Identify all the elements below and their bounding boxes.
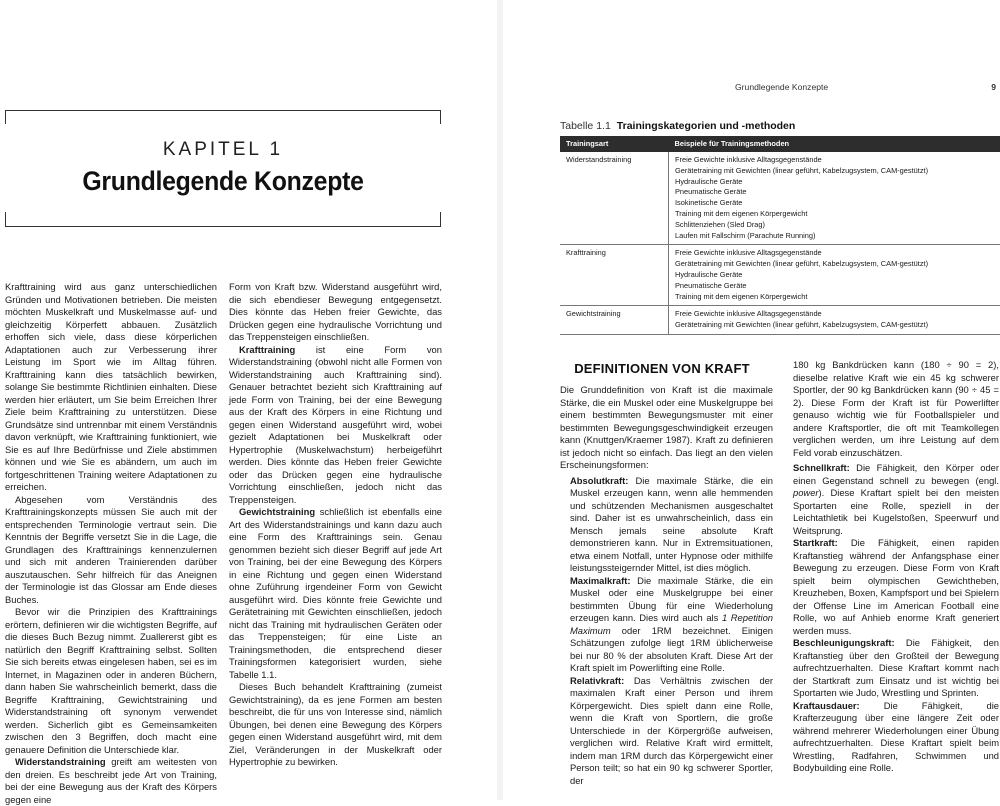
table-cell-type: Widerstandstraining [560, 152, 669, 245]
definition-relativkraft: Relativkraft: Das Verhältnis zwischen der maximalen Kraft einer Person und ihrem Körpergewicht. Dies spielt dann eine Rolle, wenn die Kraft von Sportlern, die große Unterschiede in der Körpergröße aufweisen, verglichen wird. Relative Kraft wird ermittelt, indem man 1RM durch das Körpergewicht einer Person teilt; so hat ein 90 kg schwerer Sportler, der [560, 675, 773, 788]
paragraph-widerstandstraining: Widerstandstraining greift am weitesten von den dreien. Es beschreibt jede Art von Training, bei der eine Bewegung aus der Kraft des Körpers gegen eine [5, 756, 217, 806]
page-number: 9 [991, 82, 996, 92]
paragraph-gewichtstraining: Gewichtstraining schließlich ist ebenfalls eine Art des Widerstandstrainings und kann dazu auch eine Form des Krafttrainings sein. Genau genommen bezieht sich dieser Begriff auf jede Art von Training, bei der eine Bewegung des Körpers in eine Richtung und gegen einen Widerstand ohne Zuführung irgendeiner Form von Gewicht ausgeführt wird. Dies könnte freie Gewichte und Gerätetraining mit Gewichten einschließen, jedoch nicht das Training mit hydraulischen Geräten oder das Treppensteigen; für eine Liste an Trainingsmethoden, die entsprechend dieser Trainingsformen kategorisiert wurden, siehe Tabelle 1.1. [229, 506, 442, 681]
chapter-title: Grundlegende Konzepte [18, 166, 428, 197]
table-cell-examples: Freie Gewichte inklusive Alltagsgegenstände Gerätetraining mit Gewichten (linear geführt, Kabelzugsystem, CAM-gestützt) Hydraulische Geräte Pneumatische Geräte Training mit dem eigenen Körpergewicht [669, 245, 1000, 306]
chapter-frame-bottom-left [5, 212, 6, 226]
table-header-type: Trainingsart [560, 136, 669, 152]
definitions-heading: DEFINITIONEN VON KRAFT [560, 361, 764, 376]
table-cell-examples: Freie Gewichte inklusive Alltagsgegenstände Gerätetraining mit Gewichten (linear geführt, Kabelzugsystem, CAM-gestützt) Hydraulische Geräte Pneumatische Geräte Isokinetische Geräte Training mit dem eigenen Körpergewicht Schlittenziehen (Sled Drag) Laufen mit Fallschirm (Parachute Running) [669, 152, 1000, 245]
paragraph-continuation: Form von Kraft bzw. Widerstand ausgeführt wird, die sich ebendieser Bewegung entgegensetzt. Dies könnte das Heben freier Gewichte, das Drücken gegen eine hydraulische Vorrichtung und das Treppensteigen einschließen. [229, 281, 442, 344]
paragraph-intro: Krafttraining wird aus ganz unterschiedlichen Gründen und Motivationen betrieben. Die meisten möchten Muskelkraft und Muskelmasse auf- und gleichzeitig Körperfett abbauen. Zusätzlich erhoffen sich viele, dass diese körperlichen Adaptationen auch zur Verbesserung ihrer Leistung im Sport wie im Alltag führen. Krafttraining kann dies tatsächlich bewirken, solange Sie bestimmte Richtlinien einhalten. Diese werden hier erläutert, um Sie beim Erreichen Ihrer Ziele beim Krafttraining zu unterstützen. Diese Grundsätze sind untrennbar mit einem Verständnis davon verknüpft, wie Krafttraining funktioniert, wie Sie es auf Ihre Bedürfnisse und Ziele abstimmen können und wie Sie es abändern, um auch im fortgeschrittenen Training weitere Adaptationen zu erreichen. [5, 281, 217, 494]
right-column-1 [560, 384, 773, 787]
chapter-frame-top-right [440, 110, 441, 124]
left-page [0, 0, 497, 800]
table-caption [560, 120, 795, 132]
right-column-2 [783, 359, 999, 775]
table-cell-type: Gewichtstraining [560, 306, 669, 335]
chapter-frame-bottom-rule [5, 226, 441, 227]
term-widerstandstraining: Widerstandstraining [15, 756, 106, 767]
table-caption-label: Tabelle 1.1 [560, 120, 611, 132]
table-row [560, 152, 1000, 245]
left-column-2 [229, 281, 442, 769]
paragraph-definitions: Bevor wir die Prinzipien des Krafttrainings erörtern, definieren wir die wichtigsten Begriffe, auf die dieses Buch Bezug nimmt. Zuallererst gibt es natürlich den Begriff Krafttraining selbst. Sollten Sie sich bereits etwas eingelesen haben, sei es im Internet, in Magazinen oder in anderen Büchern, dann haben Sie wahrscheinlich bemerkt, dass die Begriffe Krafttraining, Gewichtstraining und Widerstandstraining oft synonym verwendet werden. Sicherlich gibt es Gemeinsamkeiten zwischen den 3 Begriffen, doch macht eine genauere Definition die Unterschiede klar. [5, 606, 217, 756]
definition-maximalkraft: Maximalkraft: Die maximale Stärke, die ein Muskel oder eine Muskelgruppe bei einer bestimmten Übung für eine Wiederholung erzeugen kann. Dies wird auch als 1 Repetition Maximum oder 1RM bezeichnet. Einigen Schätzungen zufolge liegt 1RM üblicherweise bei nur 80 % der absoluten Kraft. Diese Art der Kraft spielt im Powerlifting eine Rolle. [560, 575, 773, 675]
term-gewichtstraining: Gewichtstraining [239, 506, 315, 517]
left-column-1 [5, 281, 217, 806]
chapter-frame-top-left [5, 110, 6, 124]
definition-relativkraft-continuation: 180 kg Bankdrücken kann (180 ÷ 90 = 2), dieselbe relative Kraft wie ein 45 kg schwerer Sportler, der 90 kg Bankdrücken kann (90 ÷ 45 = 2). Diese Form der Kraft ist für Powerlifter genauso wichtig wie für Footballspieler und andere Kraftsportler, die oft mit Teamkollegen verglichen werden, um ihre Leistung auf dem Feld vorab einzuschätzen. [793, 359, 999, 459]
definition-beschleunigungskraft: Beschleunigungskraft: Die Fähigkeit, den Kraftanstieg über den Großteil der Bewegung aufrechtzuerhalten. Diese Kraftart kommt nach der Startkraft zum Einsatz und ist wichtig bei Sportarten wie Judo, Wrestling und Sprinten. [783, 637, 999, 700]
table-cell-examples: Freie Gewichte inklusive Alltagsgegenstände Gerätetraining mit Gewichten (linear geführt, Kabelzugsystem, CAM-gestützt) [669, 306, 1000, 335]
paragraph-book-scope: Dieses Buch behandelt Krafttraining (zumeist Gewichtstraining), da es jene Formen am besten beschreibt, die für uns von Interesse sind, nämlich Übungen, bei denen eine Bewegung des Körpers gegen einen Widerstand ausgeführt wird, mit dem Ziel, Veränderungen in der Muskelkraft oder Hypertrophie zu bewirken. [229, 681, 442, 769]
table-caption-title: Trainingskategorien und -methoden [617, 120, 796, 132]
definition-absolutkraft: Absolutkraft: Die maximale Stärke, die ein Muskel erzeugen kann, wenn alle hemmenden und schützenden Mechanismen ausgeschaltet sind. Daher ist es unwahrscheinlich, dass ein Mensch jemals seine absolute Kraft demonstrieren kann. Nur in Extremsituationen, etwa einem Notfall, unter Hypnose oder mithilfe leistungssteigernder Mittel, ist dies möglich. [560, 475, 773, 575]
definition-startkraft: Startkraft: Die Fähigkeit, einen rapiden Kraftanstieg während der Anfangsphase einer Bewegung zu erzeugen. Diese Form von Kraft spielt beim olympischen Gewichtheben, Kreuzheben, Boxen, Kampfsport und bei Spielern der Offense Line im American Football eine Rolle, wo auf Anhieb enorme Kraft generiert werden muss. [783, 537, 999, 637]
table-header-examples: Beispiele für Trainingsmethoden [669, 136, 1000, 152]
table-cell-type: Krafttraining [560, 245, 669, 306]
term-krafttraining: Krafttraining [239, 344, 295, 355]
table-row [560, 245, 1000, 306]
definition-kraftausdauer: Kraftausdauer: Die Fähigkeit, die Krafterzeugung über eine längere Zeit oder während mehrerer Wiederholungen einer Übung aufrechtzuerhalten. Diese Kraftart spielt beim Wrestling, Radfahren, Schwimmen und Bodybuilding eine Rolle. [783, 700, 999, 775]
chapter-frame-top-rule [5, 110, 441, 111]
chapter-frame-bottom-right [440, 212, 441, 226]
paragraph-krafttraining: Krafttraining ist eine Form von Widerstandstraining (obwohl nicht alle Formen von Widerstandstraining auch Krafttraining sind). Genauer betrachtet bezieht sich Krafttraining auf jede Form von Training, bei der eine Bewegung aus der Kraft des Körpers in eine Richtung und gegen einen Widerstand ausgeführt wird, wobei gezielt Adaptationen bei Muskelkraft oder Hypertrophie (Muskelwachstum) herbeigeführt werden. Dies könnte das Heben freier Gewichte oder das Drücken gegen eine hydraulische Vorrichtung einschließen, jedoch nicht das Treppensteigen. [229, 344, 442, 507]
table-row [560, 306, 1000, 335]
right-page [503, 0, 1000, 800]
definition-schnellkraft: Schnellkraft: Die Fähigkeit, den Körper oder einen Gegenstand schnell zu bewegen (engl. power). Diese Kraftart spielt bei den meisten Sportarten eine Rolle, speziell in der Leichtathletik bei Kugelstoßen, Speerwurf und Weitsprung. [783, 462, 999, 537]
chapter-label: KAPITEL 1 [0, 139, 446, 161]
paragraph-terminology: Abgesehen vom Verständnis des Krafttrainingskonzepts müssen Sie auch mit der entsprechenden Terminologie vertraut sein. Die Kenntnis der Begriffe versetzt Sie in die Lage, die Grundlagen des Krafttrainings kennenzulernen und sich mit anderen Trainierenden darüber auszutauschen. Sehr hilfreich für das Aneignen der Terminologie ist das Glossar am Ende dieses Buches. [5, 494, 217, 607]
definitions-intro: Die Grunddefinition von Kraft ist die maximale Stärke, die ein Muskel oder eine Muskelgruppe bei einem bestimmten Bewegungsmuster mit einer bestimmten Bewegungsgeschwindigkeit erzeugen kann (Knuttgen/Kraemer 1987). Kraft zu definieren ist jedoch nicht so einfach. Das liegt an den vielen Erscheinungsformen: [560, 384, 773, 472]
training-categories-table [560, 136, 1000, 335]
running-head: Grundlegende Konzepte [735, 82, 828, 92]
